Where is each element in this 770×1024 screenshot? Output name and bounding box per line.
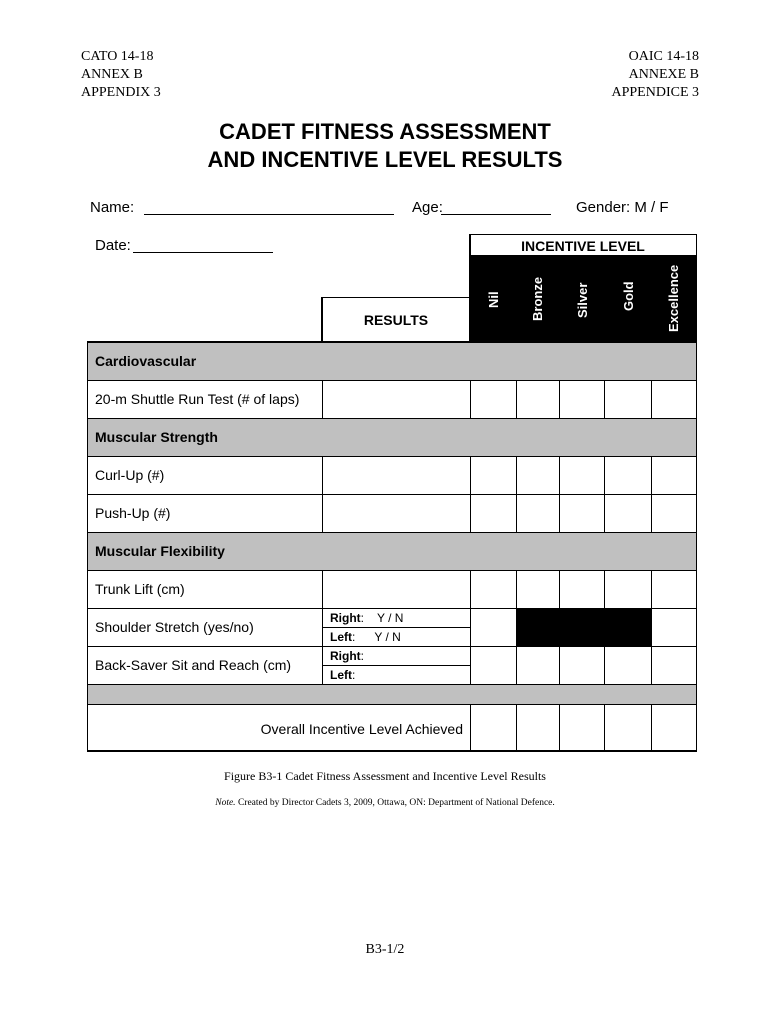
figure-note — [0, 798, 770, 808]
backsaver-right-sub[interactable] — [330, 649, 364, 663]
title-line-1: CADET FITNESS ASSESSMENT — [219, 119, 551, 144]
section-muscular-flexibility: Muscular Flexibility — [95, 543, 225, 559]
grid-line — [470, 234, 697, 235]
page-number: B3-1/2 — [365, 942, 405, 957]
age-field[interactable] — [441, 214, 551, 215]
header-left — [81, 48, 161, 102]
grid-line — [604, 380, 605, 418]
grid-line — [604, 570, 605, 608]
overall-level-label: Overall Incentive Level Achieved — [260, 721, 463, 737]
grid-line — [696, 234, 697, 751]
colon: : — [360, 611, 364, 625]
shuttle-run-result-cell[interactable] — [323, 381, 469, 418]
grid-line — [516, 704, 517, 750]
grid-line — [651, 704, 652, 750]
row-shuttle-run: 20-m Shuttle Run Test (# of laps) — [95, 391, 300, 407]
grid-line — [559, 704, 560, 750]
grid-line — [516, 570, 517, 684]
results-header: RESULTS — [363, 312, 429, 328]
grid-line — [87, 684, 697, 685]
shoulder-right-sub — [330, 611, 403, 625]
curl-up-result-cell[interactable] — [323, 457, 469, 494]
header-right-line: OAIC 14-18 — [628, 49, 699, 64]
level-bronze-label: Bronze — [530, 276, 545, 321]
gender-label[interactable]: Gender: M / F — [576, 199, 669, 216]
grid-line — [559, 646, 560, 684]
grid-line — [604, 456, 605, 532]
shoulder-left-yn[interactable]: Y / N — [374, 630, 401, 644]
grid-line — [559, 570, 560, 608]
grid-line — [87, 646, 697, 647]
row-back-saver: Back-Saver Sit and Reach (cm) — [95, 657, 292, 673]
grid-line — [87, 341, 697, 343]
grid-line — [516, 456, 517, 532]
header-left-line: ANNEX B — [81, 67, 143, 82]
title-line-2: AND INCENTIVE LEVEL RESULTS — [207, 147, 563, 172]
backsaver-left-sub[interactable] — [330, 668, 355, 682]
header-right — [611, 48, 699, 102]
grid-line — [87, 704, 697, 705]
date-field[interactable] — [133, 252, 273, 253]
shoulder-left-sub — [330, 630, 401, 644]
row-shoulder-stretch: Shoulder Stretch (yes/no) — [95, 619, 254, 635]
grid-line — [470, 380, 471, 418]
level-gold-label: Gold — [621, 281, 636, 311]
right-label: Right — [330, 649, 361, 663]
note-text: Created by Director Cadets 3, 2009, Ottawa, ON: Department of National Defence. — [235, 798, 555, 808]
row-trunk-lift: Trunk Lift (cm) — [95, 581, 185, 597]
shoulder-stretch-blocked — [516, 608, 651, 646]
grid-line — [604, 646, 605, 684]
figure-caption: Figure B3-1 Cadet Fitness Assessment and Incentive Level Results — [224, 769, 546, 783]
name-field[interactable] — [144, 214, 394, 215]
grid-line — [87, 532, 697, 533]
grid-line — [87, 608, 697, 609]
grid-line — [322, 665, 470, 666]
grid-line — [651, 456, 652, 532]
grid-line — [651, 380, 652, 418]
name-label: Name: — [90, 199, 135, 216]
grid-line — [321, 297, 470, 298]
section-cardiovascular: Cardiovascular — [95, 353, 197, 369]
grid-line — [559, 456, 560, 532]
grid-line — [559, 380, 560, 418]
grid-line — [322, 627, 470, 628]
shoulder-right-yn[interactable]: Y / N — [377, 611, 404, 625]
section-muscular-strength: Muscular Strength — [95, 429, 218, 445]
grid-line — [470, 570, 471, 684]
header-right-line: APPENDICE 3 — [611, 85, 699, 100]
spacer-band — [87, 684, 696, 704]
push-up-result-cell[interactable] — [323, 495, 469, 532]
right-label: Right — [330, 611, 361, 625]
grid-line — [87, 342, 88, 751]
date-label: Date: — [95, 237, 131, 254]
incentive-level-header: INCENTIVE LEVEL — [521, 238, 645, 254]
header-left-line: CATO 14-18 — [81, 49, 154, 64]
row-push-up: Push-Up (#) — [95, 505, 171, 521]
trunk-lift-result-cell[interactable] — [323, 571, 469, 608]
grid-line — [516, 380, 517, 418]
header-left-line: APPENDIX 3 — [81, 85, 161, 100]
left-label: Left — [330, 668, 352, 682]
grid-line — [87, 418, 697, 419]
page-title — [0, 118, 770, 174]
grid-line — [470, 456, 471, 532]
level-excellence-label: Excellence — [666, 264, 681, 332]
left-label: Left — [330, 630, 352, 644]
grid-line — [470, 255, 697, 256]
level-silver-label: Silver — [575, 282, 590, 318]
header-right-line: ANNEXE B — [628, 67, 699, 82]
colon: : — [352, 668, 356, 682]
grid-line — [87, 750, 697, 752]
grid-line — [604, 704, 605, 750]
age-label: Age: — [412, 199, 443, 216]
note-label: Note. — [215, 798, 236, 808]
row-curl-up: Curl-Up (#) — [95, 467, 165, 483]
colon: : — [360, 649, 364, 663]
level-nil-label: Nil — [486, 291, 501, 308]
grid-line — [651, 570, 652, 684]
grid-line — [470, 704, 471, 750]
colon: : — [352, 630, 356, 644]
